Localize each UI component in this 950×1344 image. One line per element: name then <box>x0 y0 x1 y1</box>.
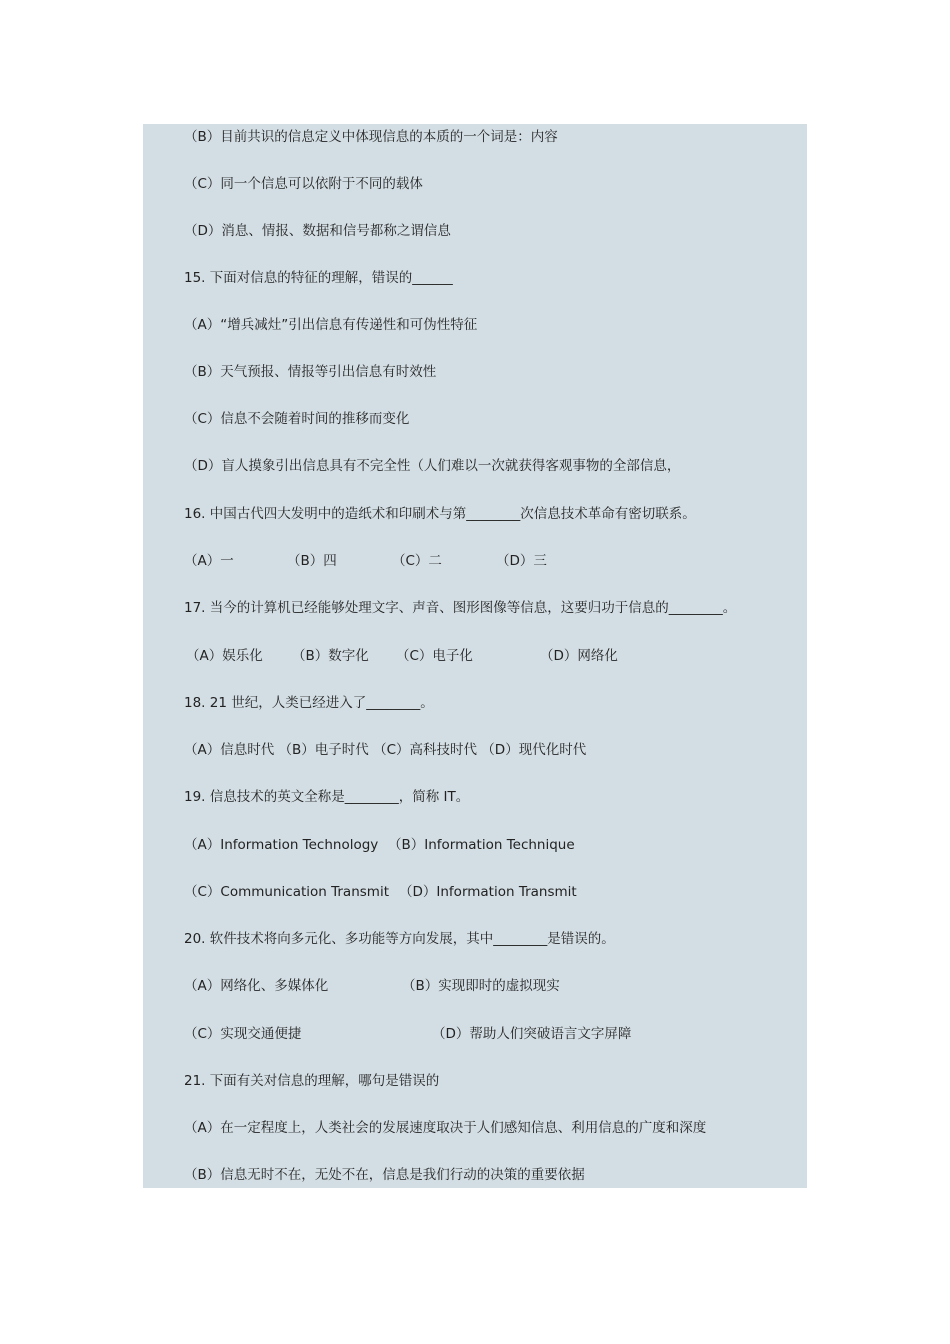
question-17-option-c: （C）电子化 <box>396 648 473 664</box>
question-15: 15. 下面对信息的特征的理解，错误的______ <box>184 270 453 286</box>
question-20-options-row-1 <box>0 977 950 995</box>
question-16-options <box>0 552 950 570</box>
question-19-option-b: （B）Information Technique <box>388 837 575 853</box>
question-20-option-d: （D）帮助人们突破语言文字屏障 <box>432 1026 632 1042</box>
question-21: 21. 下面有关对信息的理解，哪句是错误的 <box>184 1073 440 1089</box>
question-17-option-a: （A）娱乐化 <box>186 648 263 664</box>
question-15-option-c: （C）信息不会随着时间的推移而变化 <box>184 411 410 427</box>
question-16: 16. 中国古代四大发明中的造纸术和印刷术与第________次信息技术革命有密切联系。 <box>184 506 696 522</box>
question-18: 18. 21 世纪，人类已经进入了________。 <box>184 695 434 711</box>
question-21-option-b: （B）信息无时不在，无处不在，信息是我们行动的决策的重要依据 <box>184 1167 585 1183</box>
question-20: 20. 软件技术将向多元化、多功能等方向发展，其中________是错误的。 <box>184 931 615 947</box>
option-b-line: （B）目前共识的信息定义中体现信息的本质的一个词是：内容 <box>184 129 558 145</box>
question-17-option-d: （D）网络化 <box>540 648 618 664</box>
question-19-options-row-2 <box>0 883 950 901</box>
question-18-options: （A）信息时代 （B）电子时代 （C）高科技时代 （D）现代化时代 <box>184 742 587 758</box>
question-19-option-d: （D）Information Transmit <box>399 884 577 900</box>
question-19-option-a: （A）Information Technology <box>184 837 379 853</box>
question-15-option-a: （A）“增兵减灶”引出信息有传递性和可伪性特征 <box>184 317 478 333</box>
question-20-option-c: （C）实现交通便捷 <box>184 1026 302 1042</box>
question-16-option-b: （B）四 <box>287 553 337 569</box>
question-15-option-d: （D）盲人摸象引出信息具有不完全性（人们难以一次就获得客观事物的全部信息， <box>184 458 681 474</box>
option-d-line: （D）消息、情报、数据和信号都称之谓信息 <box>184 223 451 239</box>
question-20-option-a: （A）网络化、多媒体化 <box>184 978 329 994</box>
question-17: 17. 当今的计算机已经能够处理文字、声音、图形图像等信息，这要归功于信息的________。 <box>184 600 737 616</box>
question-21-option-a: （A）在一定程度上，人类社会的发展速度取决于人们感知信息、利用信息的广度和深度 <box>184 1120 707 1136</box>
question-20-options-row-2 <box>0 1025 950 1043</box>
question-19: 19. 信息技术的英文全称是________，简称 IT。 <box>184 789 470 805</box>
question-20-option-b: （B）实现即时的虚拟现实 <box>402 978 560 994</box>
question-16-option-d: （D）三 <box>496 553 547 569</box>
question-16-option-c: （C）二 <box>392 553 442 569</box>
option-c-line: （C）同一个信息可以依附于不同的载体 <box>184 176 423 192</box>
question-15-option-b: （B）天气预报、情报等引出信息有时效性 <box>184 364 437 380</box>
question-17-option-b: （B）数字化 <box>292 648 369 664</box>
question-16-option-a: （A）一 <box>184 553 234 569</box>
question-19-option-c: （C）Communication Transmit <box>184 884 389 900</box>
question-17-options <box>0 647 950 665</box>
question-19-options-row-1 <box>0 836 950 854</box>
